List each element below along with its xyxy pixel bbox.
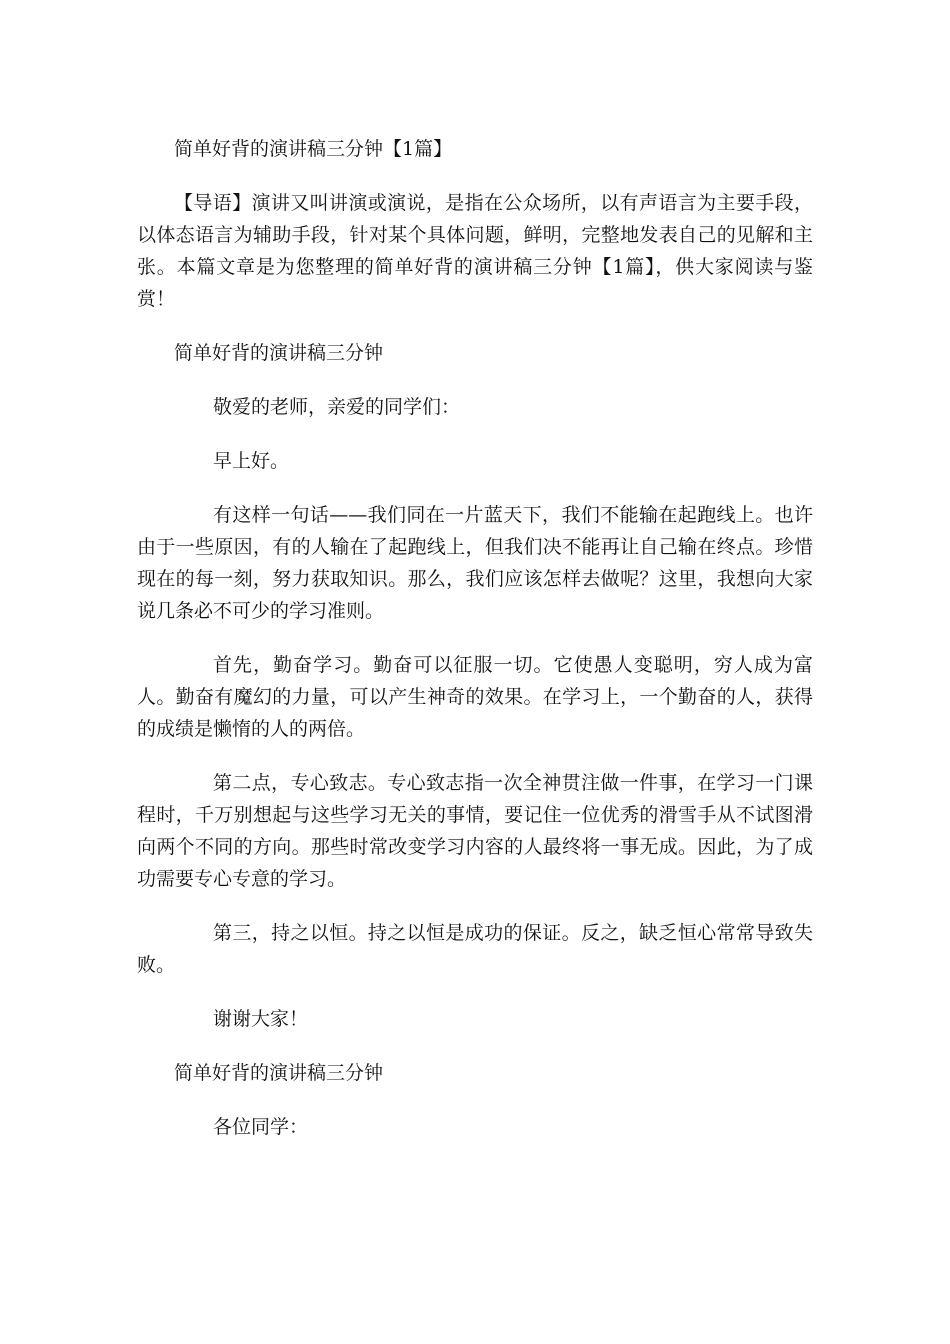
body-paragraph: 第二点，专心致志。专心致志指一次全神贯注做一件事，在学习一门课程时，千万别想起与这些学习无关的事情，要记住一位优秀的滑雪手从不试图滑向两个不同的方向。那些时常改变学习内容的人最终将一事无成。因此，为了成功需要专心专意的学习。 [137, 772, 813, 890]
salutation: 敬爱的老师，亲爱的同学们： [213, 396, 461, 418]
section-heading: 简单好背的演讲稿三分钟 [174, 1062, 384, 1084]
body-paragraph: 第三，持之以恒。持之以恒是成功的保证。反之，缺乏恒心常常导致失败。 [137, 922, 813, 976]
intro-paragraph: 【导语】演讲又叫讲演或演说，是指在公众场所，以有声语言为主要手段，以体态语言为辅助手段，针对某个具体问题，鲜明，完整地发表自己的见解和主张。本篇文章是为您整理的简单好背的演讲稿三分钟【1篇】，供大家阅读与鉴赏！ [137, 192, 813, 310]
section-heading: 简单好背的演讲稿三分钟 [174, 342, 384, 364]
salutation: 各位同学： [213, 1116, 309, 1138]
body-paragraph: 有这样一句话——我们同在一片蓝天下，我们不能输在起跑线上。也许由于一些原因，有的人输在了起跑线上，但我们决不能再让自己输在终点。珍惜现在的每一刻，努力获取知识。那么，我们应该怎样去做呢？这里，我想向大家说几条必不可少的学习准则。 [137, 504, 813, 622]
closing-line: 谢谢大家！ [213, 1008, 309, 1030]
body-paragraph: 首先，勤奋学习。勤奋可以征服一切。它使愚人变聪明，穷人成为富人。勤奋有魔幻的力量，可以产生神奇的效果。在学习上，一个勤奋的人，获得的成绩是懒惰的人的两倍。 [137, 654, 813, 740]
greeting: 早上好。 [213, 450, 290, 472]
document-title: 简单好背的演讲稿三分钟【1篇】 [174, 138, 453, 160]
document-body [137, 133, 813, 1143]
